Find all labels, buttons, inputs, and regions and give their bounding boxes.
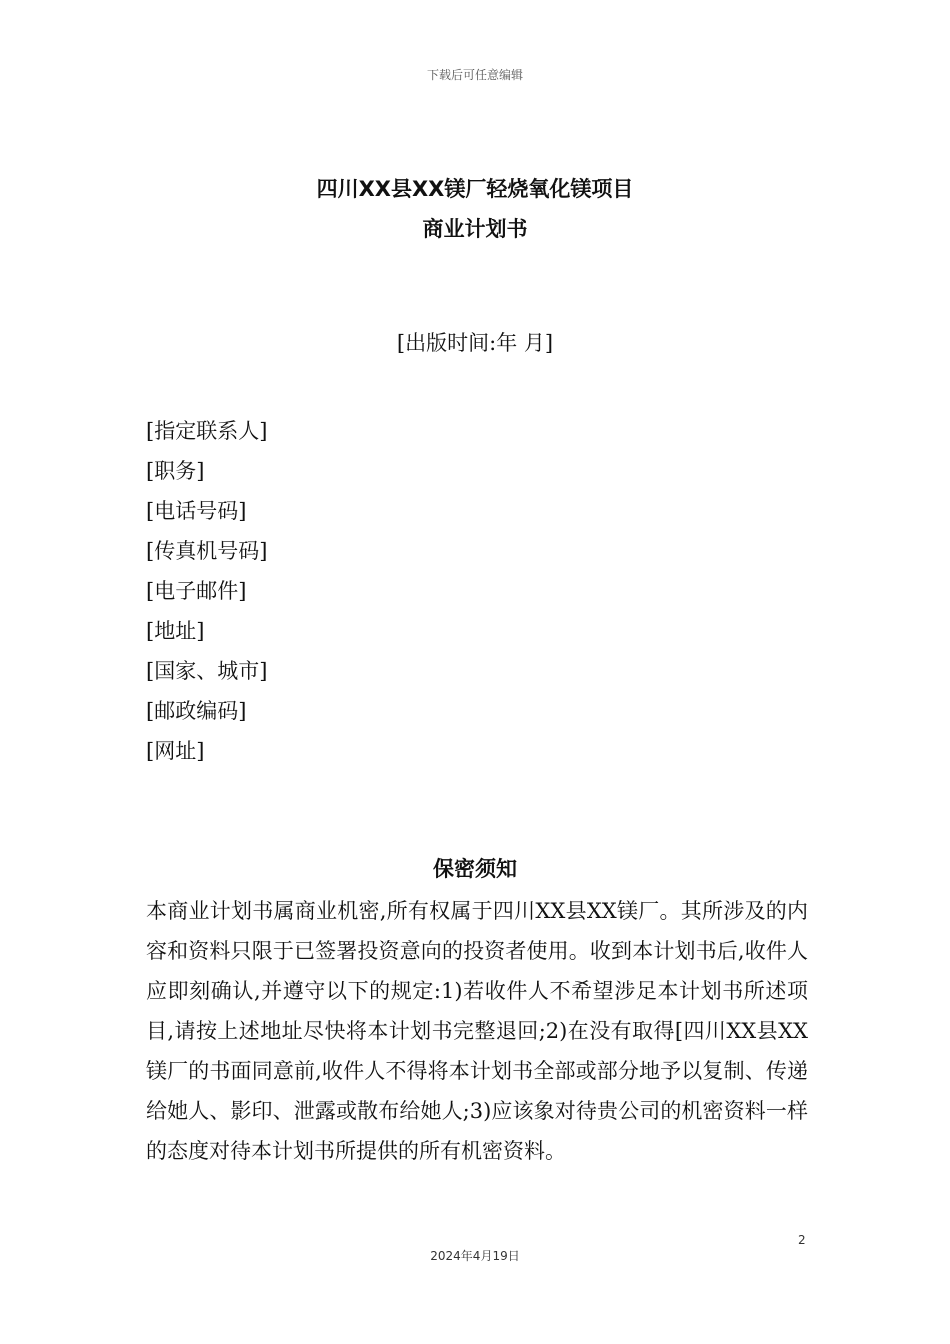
contact-field-website: [网址] [146, 739, 205, 763]
confidentiality-title: 保密须知 [433, 857, 517, 881]
contact-field-position: [职务] [146, 459, 205, 483]
confidentiality-body: 本商业计划书属商业机密,所有权属于四川XX县XX镁厂。其所涉及的内容和资料只限于已签署投资意向的投资者使用。收到本计划书后,收件人应即刻确认,并遵守以下的规定:1)若收件人不希望涉足本计划书所述项目,请按上述地址尽快将本计划书完整退回;2)在没有取得[四川XX县XX镁厂的书面同意前,收件人不得将本计划书全部或部分地予以复制、传递给她人、影印、泄露或散布给她人;3)应该象对待贵公司的机密资料一样的态度对待本计划书所提供的所有机密资料。 [146, 899, 808, 1163]
document-subtitle: 商业计划书 [422, 217, 528, 241]
contact-field-phone: [电话号码] [146, 499, 247, 523]
contact-field-email: [电子邮件] [146, 579, 247, 603]
contact-field-person: [指定联系人] [146, 419, 268, 443]
contact-field-fax: [传真机号码] [146, 539, 268, 563]
page-header: 下载后可任意编辑 [426, 68, 523, 82]
document-title: 四川XX县XX镁厂轻烧氧化镁项目 [316, 177, 634, 201]
publish-date: [出版时间:年 月] [396, 331, 554, 355]
contact-list [146, 415, 267, 775]
contact-field-postcode: [邮政编码] [146, 699, 247, 723]
page-number: 2 [798, 1233, 806, 1247]
contact-field-address: [地址] [146, 619, 205, 643]
footer-date: 2024年4月19日 [430, 1249, 520, 1263]
contact-field-country-city: [国家、城市] [146, 659, 268, 683]
